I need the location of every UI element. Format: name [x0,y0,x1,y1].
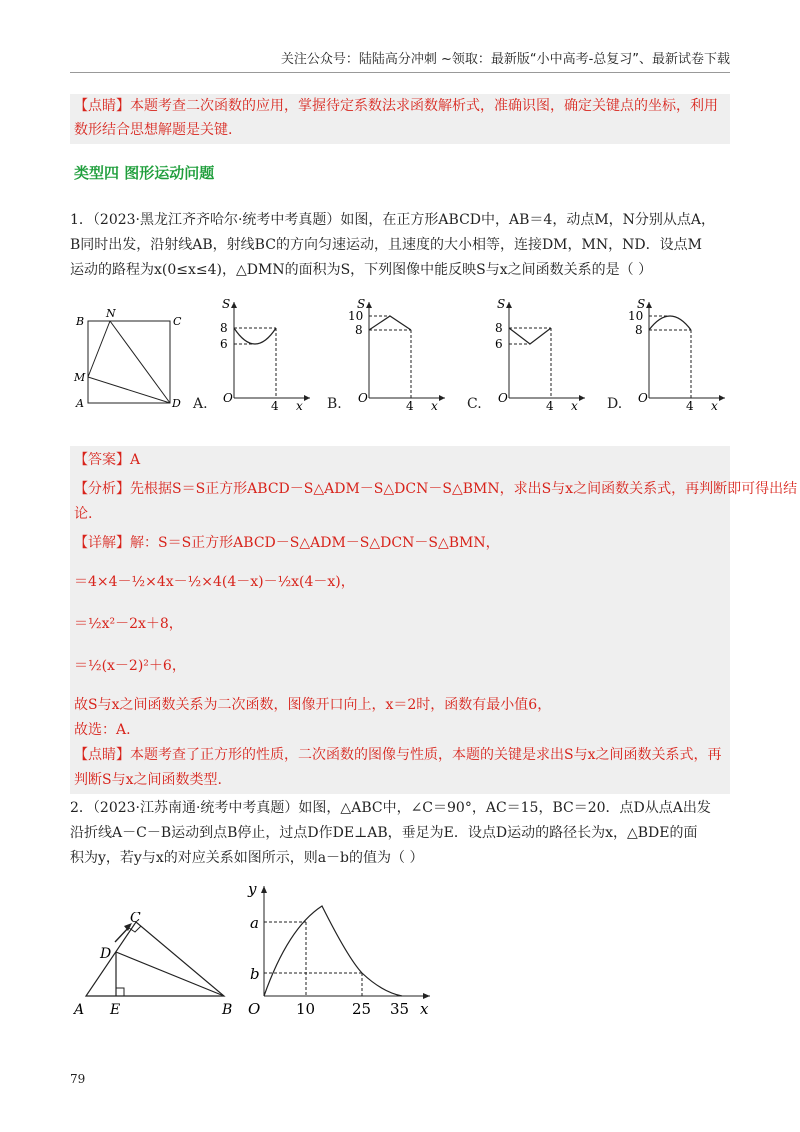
option-c-curve [509,328,551,344]
detail-step3: ＝½(x－2)²＋6， [74,658,186,674]
label-b: B [76,315,85,328]
option-d-label: D. [607,396,623,412]
q1-line3: 运动的路程为x(0≤x≤4)，△DMN的面积为S，下列图像中能反映S与x之间函数关系的是（ ） [70,262,653,278]
segment-nd [110,321,170,403]
svg-text:O: O [498,391,508,405]
svg-text:25: 25 [352,1000,372,1018]
q1-line1: 1．（2023·黑龙江齐齐哈尔·统考中考真题）如图，在正方形ABCD中，AB＝4，动点M，N分别从点A， [70,212,716,228]
svg-text:C: C [130,912,141,926]
svg-text:S: S [357,297,366,311]
page-header: 关注公众号：陆陆高分冲刺 ~领取：最新版“小中高考-总复习”、最新试卷下载 [280,52,730,67]
svg-text:4: 4 [546,399,554,412]
q2-line3: 积为y，若y与x的对应关系如图所示，则a－b的值为（ ） [70,850,424,866]
label-c: C [173,315,182,328]
svg-text:10: 10 [296,1000,316,1018]
option-d-graph [625,294,735,412]
top-note-line1: 【点睛】本题考查二次函数的应用，掌握待定系数法求函数解析式，准确识图，确定关键点的坐标，利用 [74,98,718,114]
question-2-text [70,796,730,871]
choose-line: 故选：A. [74,722,131,738]
svg-text:x: x [431,399,438,412]
svg-text:O: O [248,1000,261,1018]
svg-text:4: 4 [406,399,414,412]
detail-line1: 【详解】解：S＝S正方形ABCD－S△ADM－S△DCN－S△BMN， [74,535,500,551]
svg-text:10: 10 [348,309,364,323]
svg-text:D: D [100,946,112,962]
label-a: A [76,397,84,410]
q2-triangle-figure [70,912,250,1022]
svg-text:x: x [420,1000,429,1018]
svg-text:O: O [358,391,368,405]
svg-text:6: 6 [495,337,503,351]
svg-text:x: x [711,399,718,412]
svg-text:E: E [110,1002,121,1018]
option-d-curve [649,316,691,330]
option-b-label: B. [327,396,342,412]
svg-text:35: 35 [390,1000,410,1018]
page-number: 79 [70,1072,86,1086]
svg-text:10: 10 [628,309,644,323]
svg-text:b: b [250,965,260,983]
segment-dm [88,377,170,403]
square-abcd [88,321,170,403]
option-a-graph [210,294,320,412]
option-b-curve [369,316,411,330]
svg-text:6: 6 [220,337,228,351]
detail-step1: ＝4×4－½×4x－½×4(4－x)－½x(4－x)， [74,574,355,590]
svg-text:B: B [222,1002,233,1018]
label-n: N [106,307,116,320]
svg-text:O: O [638,391,648,405]
answer-line: 【答案】A [74,452,141,468]
q2-line1: 2．（2023·江苏南通·统考中考真题）如图，△ABC中，∠C＝90°，AC＝15，BC＝20．点D从点A出发 [70,800,711,816]
option-c-label: C. [467,396,482,412]
svg-text:4: 4 [271,399,279,412]
header-divider [70,72,730,73]
detail-step2: ＝½x²－2x＋8， [74,616,183,632]
option-a-curve [234,328,276,344]
q2-line2: 沿折线A－C－B运动到点B停止，过点D作DE⊥AB，垂足为E．设点D运动的路径长为x，△BDE的面 [70,825,698,841]
analysis-line2: 论. [74,506,93,522]
note-line1: 【点睛】本题考查了正方形的性质，二次函数的图像与性质，本题的关键是求出S与x之间函数关系式，再 [74,747,722,763]
conclusion-line: 故S与x之间函数关系为二次函数，图像开口向上，x＝2时，函数有最小值6， [74,697,552,713]
svg-text:S: S [497,297,506,311]
svg-text:8: 8 [355,323,363,337]
svg-text:S: S [637,297,646,311]
svg-text:8: 8 [495,321,503,335]
svg-text:8: 8 [220,321,228,335]
svg-text:4: 4 [686,399,694,412]
question-1-text [70,208,730,283]
label-d: D [172,397,181,410]
q1-line2: B同时出发，沿射线AB，射线BC的方向匀速运动，且速度的大小相等，连接DM，MN，ND．设点M [70,237,702,253]
q2-curve [264,906,402,996]
segment-db [116,952,224,996]
q2-graph [242,878,442,1018]
svg-text:A: A [74,1002,85,1018]
option-c-graph [485,294,595,412]
svg-text:y: y [248,880,257,898]
option-b-graph [345,294,455,412]
svg-text:x: x [571,399,578,412]
segment-mn [88,321,110,377]
section-title: 类型四 图形运动问题 [74,164,215,182]
top-note-line2: 数形结合思想解题是关键. [74,122,233,138]
svg-text:S: S [222,297,231,311]
analysis-line1: 【分析】先根据S＝S正方形ABCD－S△ADM－S△DCN－S△BMN，求出S与x之间函数关系式，再判断即可得出结 [74,481,798,497]
note-line2: 判断S与x之间函数类型. [74,772,222,788]
q1-square-figure [70,305,190,410]
answer-section [70,446,798,794]
label-m: M [74,371,86,384]
top-note [70,94,730,144]
svg-text:O: O [223,391,233,405]
svg-text:a: a [250,914,259,932]
option-a-label: A. [193,396,208,412]
svg-text:8: 8 [635,323,643,337]
svg-text:x: x [296,399,303,412]
